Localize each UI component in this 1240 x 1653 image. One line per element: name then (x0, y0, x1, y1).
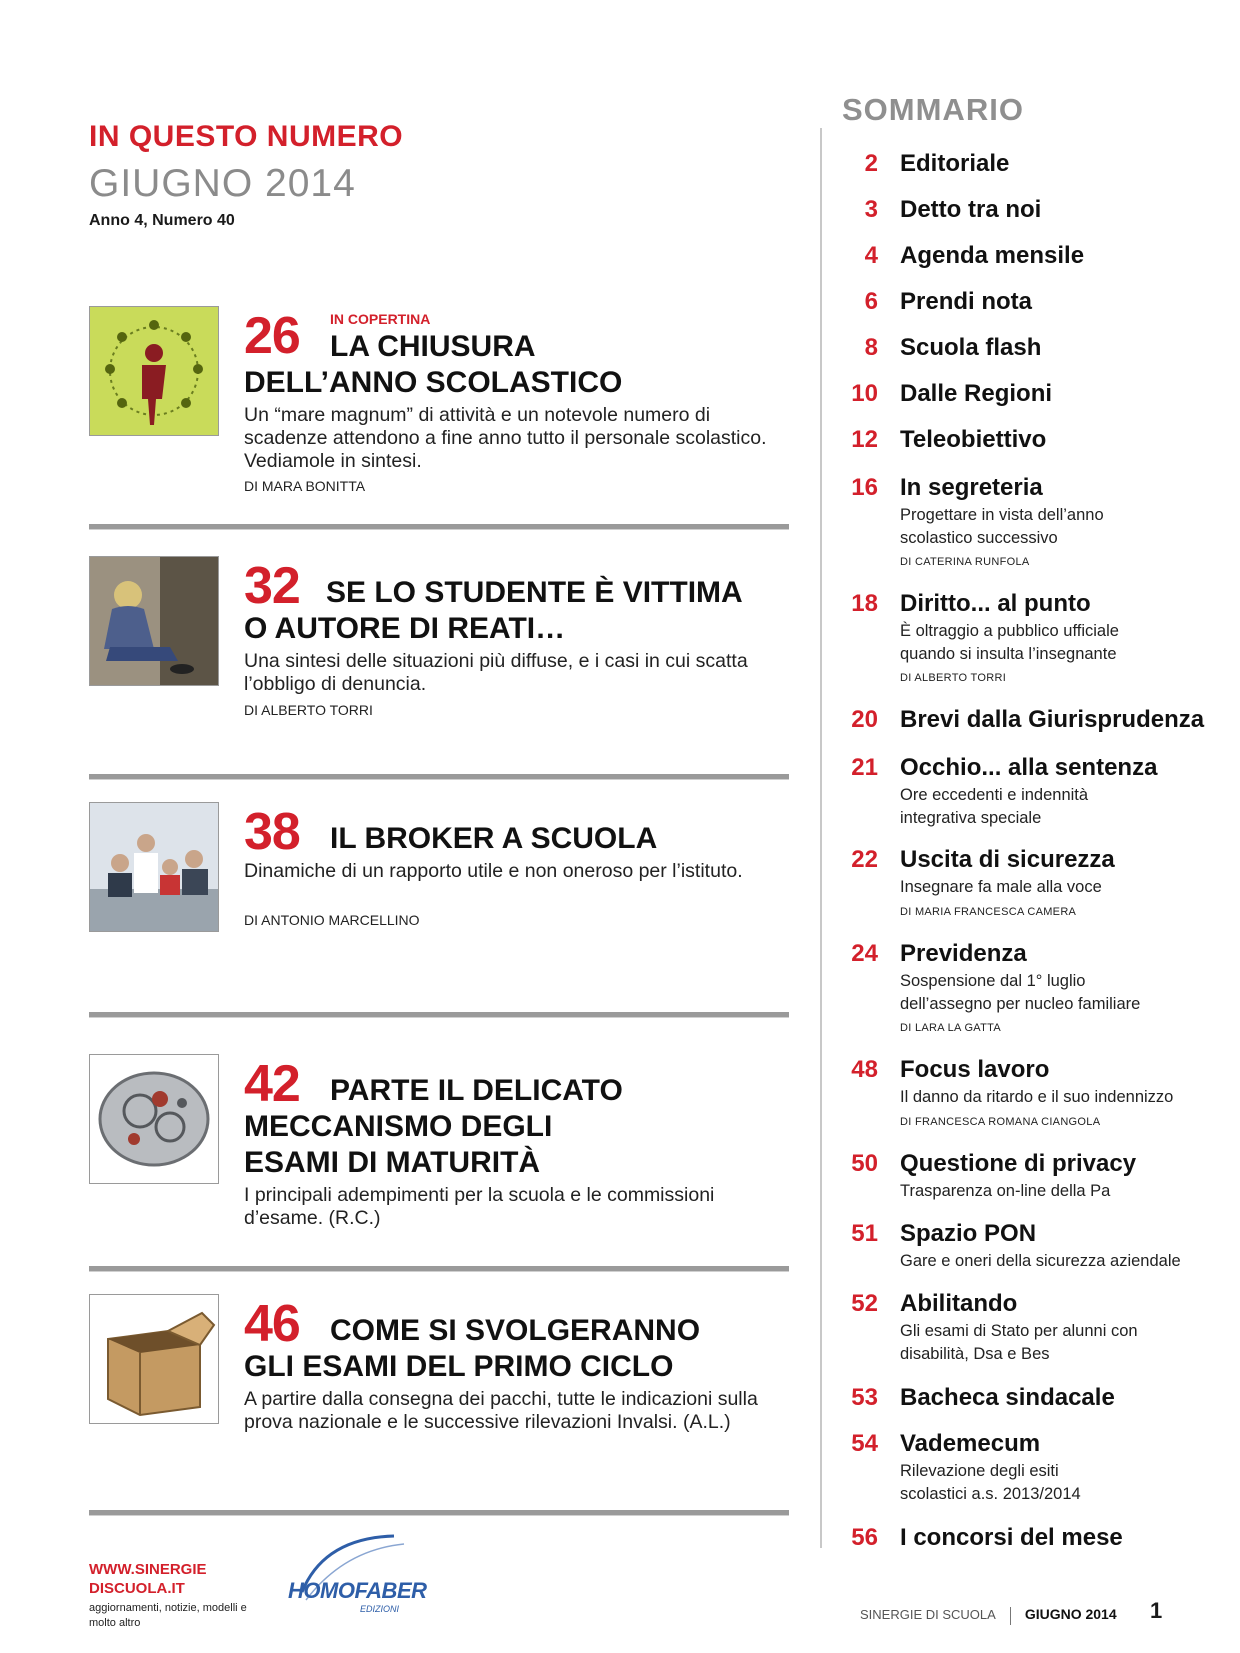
toc-subtitle: Insegnare fa male alla voce (900, 878, 1102, 896)
toc-subtitle: Ore eccedenti e indennità integrativa speciale (900, 786, 1089, 827)
article-page-number: 42 (244, 1055, 300, 1113)
sommario-title: SOMMARIO (842, 92, 1024, 127)
article-title-line: ESAMI DI MATURITÀ (244, 1146, 541, 1179)
toc-title: Dalle Regioni (900, 380, 1053, 407)
article-title-line: PARTE IL DELICATO (330, 1074, 623, 1107)
toc-subtitle: Gli esami di Stato per alunni con disabilità, Dsa e Bes (900, 1322, 1138, 1363)
article-title-line: MECCANISMO DEGLI (244, 1110, 553, 1143)
toc-title: Previdenza (900, 940, 1027, 967)
article-page-number: 38 (244, 803, 300, 861)
toc-title: Teleobiettivo (900, 426, 1047, 453)
issue-volume: Anno 4, Numero 40 (89, 212, 235, 229)
toc-page: 6 (864, 288, 878, 315)
toc-title: Prendi nota (900, 288, 1033, 315)
divider (89, 524, 789, 530)
toc-title: Editoriale (900, 150, 1010, 177)
logo-text: HOMOFABER (288, 1578, 427, 1603)
article-title-line: GLI ESAMI DEL PRIMO CICLO (244, 1350, 674, 1383)
toc-subtitle: È oltraggio a pubblico ufficiale quando si insulta l’insegnante (900, 622, 1119, 663)
toc-page: 52 (851, 1290, 878, 1317)
toc-page: 56 (851, 1524, 878, 1551)
clock-mechanism-photo (89, 1054, 219, 1184)
logo-subtext: EDIZIONI (360, 1604, 400, 1614)
homofaber-logo (284, 1530, 427, 1620)
toc-title: Detto tra noi (900, 196, 1042, 223)
toc-title: Diritto... al punto (900, 590, 1091, 617)
issue-date: GIUGNO 2014 (89, 162, 356, 205)
toc-subtitle: Rilevazione degli esiti scolastici a.s. 2013/2014 (900, 1462, 1081, 1503)
toc-title: Agenda mensile (900, 242, 1085, 269)
toc-page: 2 (864, 150, 878, 177)
article-title-line: DELL’ANNO SCOLASTICO (244, 366, 623, 399)
toc-title: Scuola flash (900, 334, 1042, 361)
toc-title: Uscita di sicurezza (900, 846, 1115, 873)
toc-subtitle: Gare e oneri della sicurezza aziendale (900, 1252, 1181, 1270)
section-kicker: IN QUESTO NUMERO (89, 120, 404, 153)
toc-author: DI MARIA FRANCESCA CAMERA (900, 906, 1077, 918)
divider (89, 774, 789, 780)
toc-page: 10 (851, 380, 878, 407)
toc-page: 12 (851, 426, 878, 453)
toc-page: 16 (851, 474, 878, 501)
toc-page: 8 (864, 334, 878, 361)
toc-page: 20 (851, 706, 878, 733)
toc-title: Occhio... alla sentenza (900, 754, 1158, 781)
toc-subtitle: Il danno da ritardo e il suo indennizzo (900, 1088, 1174, 1106)
article-title-line: SE LO STUDENTE È VITTIMA (326, 576, 743, 609)
article-description: Una sintesi delle situazioni più diffuse, e i casi in cui scatta l’obbligo di denuncia. (244, 650, 748, 695)
toc-title: In segreteria (900, 474, 1043, 501)
toc-page: 4 (864, 242, 878, 269)
toc-page: 18 (851, 590, 878, 617)
toc-title: Vademecum (900, 1430, 1041, 1457)
toc-title: Spazio PON (900, 1220, 1037, 1247)
network-person-icon (89, 306, 219, 436)
article-title-line: O AUTORE DI REATI… (244, 612, 566, 645)
wooden-crate-photo (89, 1294, 219, 1424)
divider (89, 1510, 789, 1516)
sad-student-photo (89, 556, 219, 686)
column-divider (820, 128, 822, 1548)
meeting-photo (89, 802, 219, 932)
toc-page: 54 (851, 1430, 878, 1457)
magazine-name: SINERGIE DI SCUOLA (860, 1607, 996, 1622)
toc-page: 3 (864, 196, 878, 223)
toc-page: 22 (851, 846, 878, 873)
website-link[interactable]: WWW.SINERGIE DISCUOLA.IT (89, 1561, 207, 1597)
toc-title: Questione di privacy (900, 1150, 1137, 1177)
article-author: DI ALBERTO TORRI (244, 702, 373, 718)
website-tagline: aggiornamenti, notizie, modelli e molto altro (89, 1602, 247, 1629)
article-page-number: 46 (244, 1295, 300, 1353)
divider (89, 1012, 789, 1018)
toc-title: Brevi dalla Giurisprudenza (900, 706, 1205, 733)
toc-title: Focus lavoro (900, 1056, 1050, 1083)
toc-subtitle: Trasparenza on-line della Pa (900, 1182, 1111, 1200)
article-description: Un “mare magnum” di attività e un notevole numero di scadenze attendono a fine anno tutto il personale scolastico. Vediamole in sintesi. (244, 404, 767, 472)
toc-author: DI CATERINA RUNFOLA (900, 556, 1030, 568)
toc-page: 24 (851, 940, 878, 967)
toc-page: 48 (851, 1056, 878, 1083)
article-description: Dinamiche di un rapporto utile e non oneroso per l’istituto. (244, 860, 743, 882)
page-number: 1 (1150, 1598, 1163, 1623)
article-description: I principali adempimenti per la scuola e le commissioni d’esame. (R.C.) (244, 1184, 715, 1229)
toc-page: 51 (851, 1220, 878, 1247)
running-footer (860, 1606, 1117, 1625)
toc-title: Abilitando (900, 1290, 1018, 1317)
divider (89, 1266, 789, 1272)
toc-author: DI FRANCESCA ROMANA CIANGOLA (900, 1116, 1101, 1128)
toc-subtitle: Progettare in vista dell’anno scolastico successivo (900, 506, 1104, 547)
article-title-line: COME SI SVOLGERANNO (330, 1314, 701, 1347)
footer-issue: GIUGNO 2014 (1024, 1606, 1117, 1622)
toc-author: DI ALBERTO TORRI (900, 672, 1007, 684)
article-title-line: LA CHIUSURA (330, 330, 536, 363)
article-author: DI MARA BONITTA (244, 478, 366, 494)
article-description: A partire dalla consegna dei pacchi, tutte le indicazioni sulla prova nazionale e le successive rilevazioni Invalsi. (A.L.) (244, 1388, 758, 1433)
article-kicker: IN COPERTINA (330, 311, 431, 327)
toc-author: DI LARA LA GATTA (900, 1022, 1001, 1034)
article-author: DI ANTONIO MARCELLINO (244, 912, 420, 928)
toc-page: 21 (851, 754, 878, 781)
toc-page: 50 (851, 1150, 878, 1177)
toc-title: Bacheca sindacale (900, 1384, 1115, 1411)
article-title-line: IL BROKER A SCUOLA (330, 822, 658, 855)
article-page-number: 26 (244, 307, 300, 365)
toc-subtitle: Sospensione dal 1° luglio dell’assegno per nucleo familiare (900, 972, 1141, 1013)
toc-page: 53 (851, 1384, 878, 1411)
toc-title: I concorsi del mese (900, 1524, 1123, 1551)
article-page-number: 32 (244, 557, 300, 615)
